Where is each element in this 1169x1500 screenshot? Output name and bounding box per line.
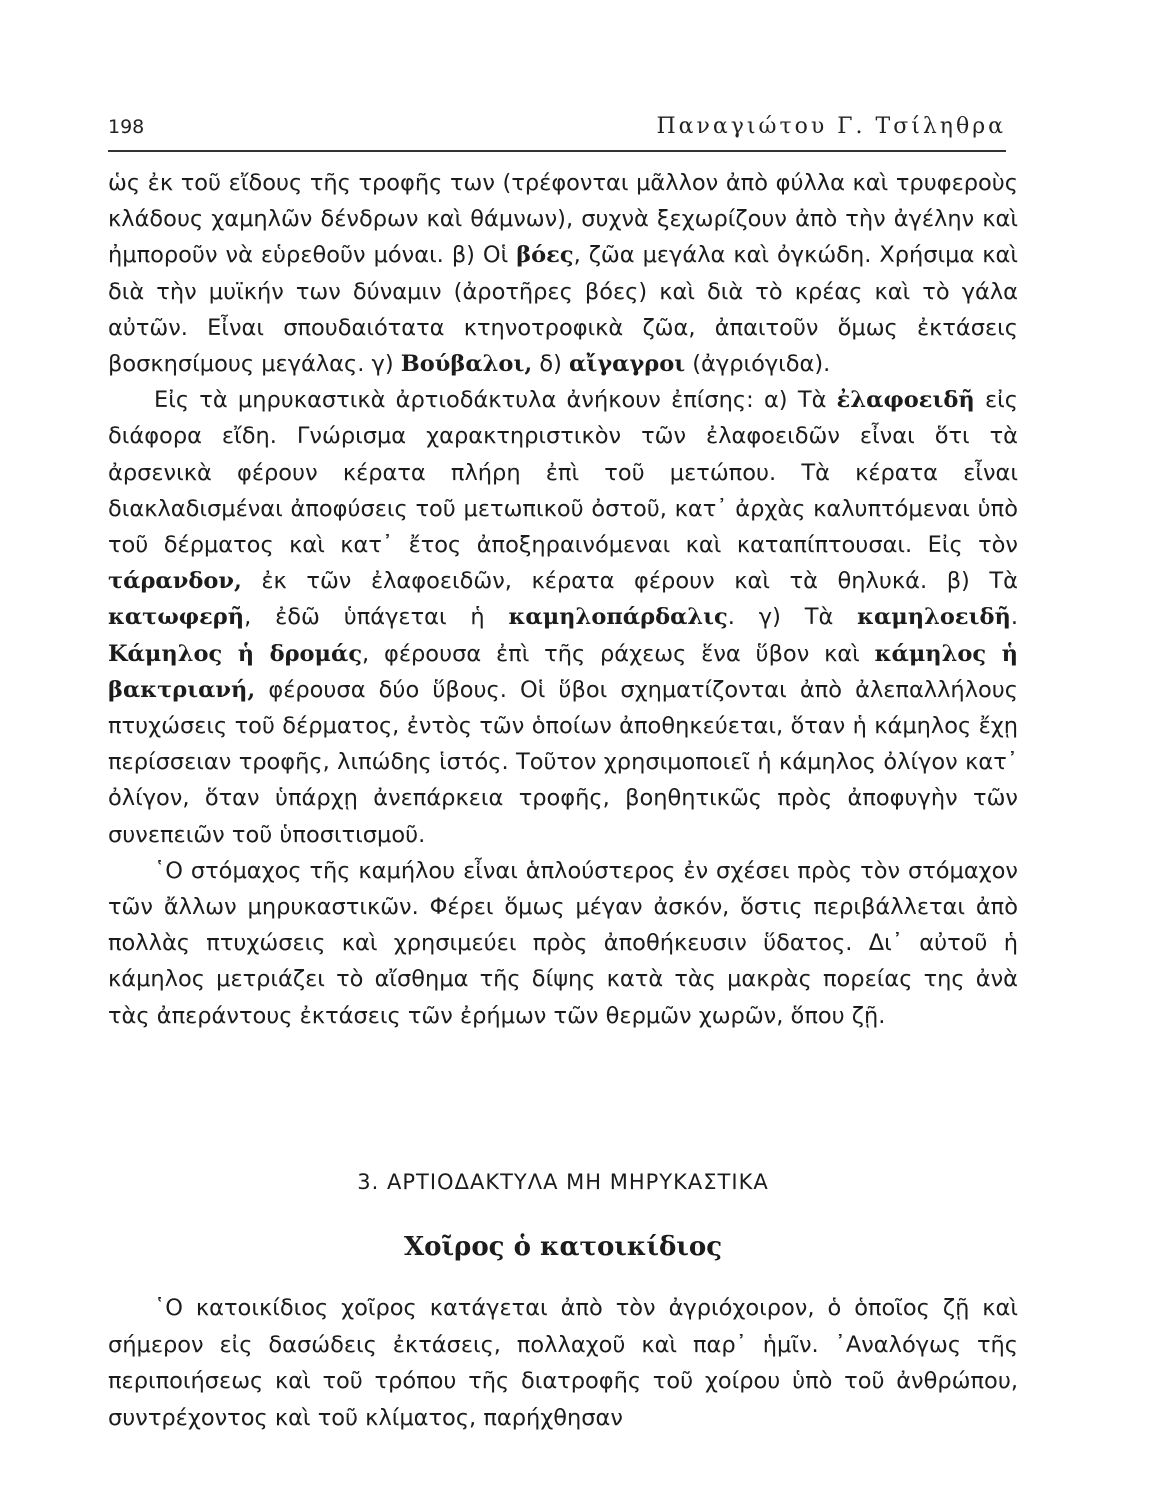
main-text <box>108 165 1018 1034</box>
term-aigagroi: αἴγαγροι <box>569 351 686 378</box>
term-kamilos-dromas: Κάμηλος ἡ δρομάς <box>108 640 363 667</box>
running-title: Παναγιώτου Γ. Τσίληθρα <box>656 114 1006 139</box>
paragraph-3: ῾Ο στόμαχος τῆς καμήλου εἶναι ἁπλούστερος ἐν σχέσει πρὸς τὸν στόμαχον τῶν ἄλλων μηρυκαστικῶν. Φέρει ὅμως μέγαν ἀσκόν, ὅστις περιβάλλεται ἀπὸ πολλὰς πτυχώσεις καὶ χρησιμεύει πρὸς ἀποθήκευσιν ὕδατος. Δι᾿ αὐτοῦ ἡ κάμηλος μετριάζει τὸ αἴσθημα τῆς δίψης κατὰ τὰς μακρὰς πορείας της ἀνὰ τὰς ἀπεράντους ἐκτάσεις τῶν ἐρήμων τῶν θερμῶν χωρῶν, ὅπου ζῇ. <box>108 857 1018 1029</box>
text-run: , φέρουσα ἐπὶ τῆς ράχεως ἕνα ὕβον καὶ <box>362 640 875 667</box>
text-run: φέρουσα δύο ὕβους. Οἱ ὕβοι σχηματίζονται ἀπὸ ἀλεπαλλήλους πτυχώσεις τοῦ δέρματος, ἐντὸς τῶν ὁποίων ἀποθηκεύεται, ὅταν ἡ κάμηλος ἔχῃ περίσσειαν τροφῆς, λιπώδης ἱστός. Τοῦτον χρησιμοποιεῖ ἡ κάμηλος ὀλίγον κατ᾿ ὀλίγον, ὅταν ὑπάρχῃ ἀνεπάρκεια τροφῆς, βοηθητικῶς πρὸς ἀποφυγὴν τῶν συνεπειῶν τοῦ ὑποσιτισμοῦ. <box>108 676 1018 848</box>
paragraph-4: ῾Ο κατοικίδιος χοῖρος κατάγεται ἀπὸ τὸν ἀγριόχοιρον, ὁ ὁποῖος ζῇ καὶ σήμερον εἰς δασώδεις ἐκτάσεις, πολλαχοῦ καὶ παρ᾿ ἡμῖν. ᾿Αναλόγως τῆς περιποιήσεως καὶ τοῦ τρόπου τῆς διατροφῆς τοῦ χοίρου ὑπὸ τοῦ ἀνθρώπου, συντρέχοντος καὶ τοῦ κλίματος, παρήχθησαν <box>108 1295 1018 1431</box>
term-boes: βόες <box>516 242 574 269</box>
text-run: δ) <box>532 351 570 378</box>
text-run: ἐκ τῶν ἐλαφοειδῶν, κέρατα φέρουν καὶ τὰ θηλυκά. β) Τὰ <box>241 568 1018 595</box>
text-run: (ἀγριόγιδα). <box>685 351 831 378</box>
text-run: Εἰς τὰ μηρυκαστικὰ ἀρτιοδάκτυλα ἀνήκουν ἐπίσης: α) Τὰ <box>154 387 837 414</box>
paragraph-2 <box>108 382 1018 853</box>
term-voubaloi: Βούβαλοι, <box>400 351 533 378</box>
page-header <box>108 112 1006 146</box>
header-rule <box>108 150 1006 152</box>
term-katoferi: κατωφερῆ <box>108 604 245 631</box>
text-run: ὡς ἐκ τοῦ εἴδους τῆς τροφῆς των (τρέφονται μᾶλλον ἀπὸ φύλλα καὶ τρυφεροὺς κλάδους χαμηλῶν δένδρων καὶ θάμνων), συχνὰ ξεχωρίζουν ἀπὸ τὴν ἀγέλην καὶ ἠμποροῦν νὰ εὑρεθοῦν μόναι. β) Οἱ <box>108 170 1018 269</box>
term-kamilopardalis: καμηλοπάρδαλις <box>508 604 728 631</box>
text-run: εἰς διάφορα εἴδη. Γνώρισμα χαρακτηριστικὸν τῶν ἐλαφοειδῶν εἶναι ὅτι τὰ ἀρσενικὰ φέρουν κέρατα πλήρη ἐπὶ τοῦ μετώπου. Τὰ κέρατα εἶναι διακλαδισμέναι ἀποφύσεις τοῦ μετωπικοῦ ὀστοῦ, κατ᾿ ἀρχὰς καλυπτόμεναι ὑπὸ τοῦ δέρματος καὶ κατ᾿ ἔτος ἀποξηραινόμεναι καὶ καταπίπτουσαι. Εἰς τὸν <box>108 387 1018 559</box>
paragraph-1 <box>108 165 1018 382</box>
term-kamilos-baktriani: κάμηλος ἡ βακτριανή, <box>108 640 1019 703</box>
text-run: , ἐδῶ ὑπάγεται ἡ <box>244 604 509 631</box>
subheading: Χοῖρος ὁ κατοικίδιος <box>403 1232 723 1262</box>
text-run: , ζῶα μεγάλα καὶ ὀγκώδη. Χρήσιμα καὶ διὰ τὴν μυϊκήν των δύναμιν (ἀροτῆρες βόες) καὶ διὰ τὸ κρέας καὶ τὸ γάλα αὐτῶν. Εἶναι σπουδαιότατα κτηνοτροφικὰ ζῶα, ἀπαιτοῦν ὅμως ἐκτάσεις βοσκησίμους μεγάλας. γ) <box>108 242 1018 378</box>
page-number: 198 <box>108 116 145 138</box>
section-text <box>108 1290 1018 1436</box>
term-kamiloeidi: καμηλοειδῆ <box>857 604 1011 631</box>
text-run: . <box>1010 604 1019 631</box>
section-heading: 3. ΑΡΤΙΟΔΑΚΤΥΛΑ ΜΗ ΜΗΡΥΚΑΣΤΙΚΑ <box>357 1170 769 1194</box>
term-elafoeidi: ἐλαφοειδῆ <box>836 387 975 414</box>
term-tarandos: τάρανδον, <box>108 568 242 595</box>
text-run: . γ) Τὰ <box>727 604 858 631</box>
